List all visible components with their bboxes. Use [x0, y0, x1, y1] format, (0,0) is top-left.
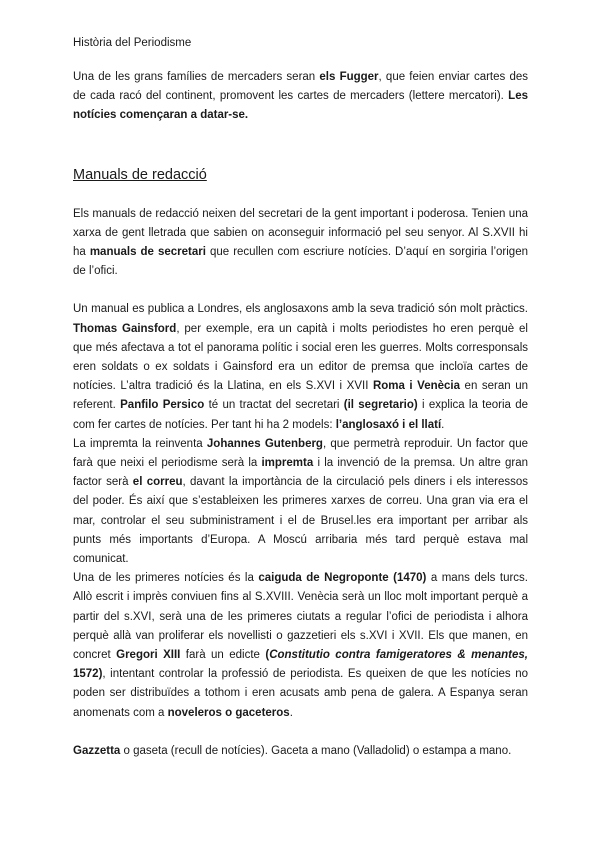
bold-run: 1572) [73, 668, 103, 681]
paragraph-londres [73, 300, 528, 434]
bold-run: Thomas Gainsford [73, 322, 177, 335]
text-run: Els manuals de redacció neixen del secretari de la gent important i poderosa. Tenien una xarxa de gent lletrada que sabien on aconseguir informació pel seu senyor. Al S.XVII hi ha [73, 207, 528, 259]
bold-run: impremta [261, 457, 314, 470]
text-run: Una de les primeres notícies és la [73, 572, 259, 585]
running-header: Història del Periodisme [73, 37, 192, 49]
text-run: , per exemple, era un capità i molts periodistes ho eren perquè el que més afectava a tot el panorama polític i social eren les guerres. Molts corresponsals eren soldats o ex soldats i Gainsford era un editor de premsa que incloïa cartes de notícies. L’altra tradició és la Llatina, en els S.XVI i XVII [73, 322, 528, 393]
text-run: , davant la importància de la circulació pels diners i els interessos del poder. És així que s’estableixen les primeres xarxes de correu. Una gran via era el mar, controlar el seu subministrament i el de Brusel.les era important per arribar als punts més importants d’Europa. A Moscú arribaria més tard perquè estava mal comunicat. [73, 476, 528, 566]
paragraph-gazzetta [73, 742, 528, 761]
bold-run: el correu [132, 476, 183, 489]
text-run: Una de les grans famílies de mercaders seran [73, 71, 320, 83]
text-run: , intentant controlar la professió de periodista. Es queixen de que les notícies no poden ser distribuïdes a tothom i eren acusats amb pena de galera. A Espanya seran anomenats com a [73, 668, 528, 719]
bold-run: l’anglosaxó i el llatí [335, 418, 442, 431]
spacer [73, 281, 528, 300]
paragraph-manuals [73, 205, 528, 282]
text-run: que recullen com escriure notícies. D’aquí en sorgiria l’origen de l’ofici. [73, 246, 528, 278]
text-run: La impremta la reinventa [73, 437, 207, 450]
bold-run: Roma i Venècia [372, 380, 461, 393]
bold-run: ( [265, 649, 270, 662]
bold-run: manuals de secretari [89, 246, 206, 259]
italic-run: Constitutio contra famigeratores & menantes, [269, 649, 528, 662]
text-run: , que feien enviar cartes des de cada racó del continent, promovent les cartes de mercaders (lettere mercatori). [73, 71, 528, 103]
text-run: o gaseta (recull de notícies). Gaceta a mano (Valladolid) o estampa a mano. [120, 744, 512, 757]
paragraph-negroponte [73, 569, 528, 723]
section-title: Manuals de redacció [73, 166, 207, 183]
spacer [73, 186, 528, 205]
text-run: en seran un referent. [73, 380, 528, 412]
text-run: farà un edicte [180, 649, 266, 662]
bold-run: Johannes Gutenberg [206, 437, 323, 450]
text-run: a mans dels turcs. Allò escrit i imprès conviuen fins al S.XVIII. Venècia serà un lloc molt important perquè a partir del s.XVI, serà una de les primeres ciutats a regular l’ofici de periodista i alhora perquè allà van proliferar els novellisti o gazzetieri els s.XVI i XVII. Els que manen, en concret [73, 572, 528, 662]
bold-run: noveleros o gaceteros [167, 706, 290, 719]
text-run: . [289, 706, 293, 719]
text-run: i la invenció de la premsa. Un altre gran factor serà [73, 457, 529, 489]
text-run: té un tractat del secretari [204, 399, 344, 412]
bold-run: Gazzetta [73, 744, 121, 757]
paragraph-impremta [73, 435, 528, 569]
text-run: , que permetrà reproduir. Un factor que farà que neixi el periodisme serà la [73, 437, 528, 470]
paragraph-fugger [73, 68, 528, 126]
bold-run: els Fugger [319, 71, 379, 83]
spacer [73, 723, 528, 742]
text-run: . [441, 418, 445, 431]
bold-run: (il segretario) [343, 399, 418, 412]
spacer [73, 145, 528, 164]
spacer [73, 126, 528, 145]
document-body [73, 68, 528, 761]
bold-run: Les notícies començaran a datar-se. [73, 90, 528, 122]
text-run: i explica la teoria de com fer cartes de notícies. Per tant hi ha 2 models: [73, 399, 529, 431]
bold-run: Panfilo Persico [120, 399, 205, 412]
bold-run: caiguda de Negroponte (1470) [258, 572, 427, 585]
text-run: Un manual es publica a Londres, els anglosaxons amb la seva tradició són molt pràctics. [73, 303, 528, 316]
bold-run: Gregori XIII [116, 649, 181, 662]
